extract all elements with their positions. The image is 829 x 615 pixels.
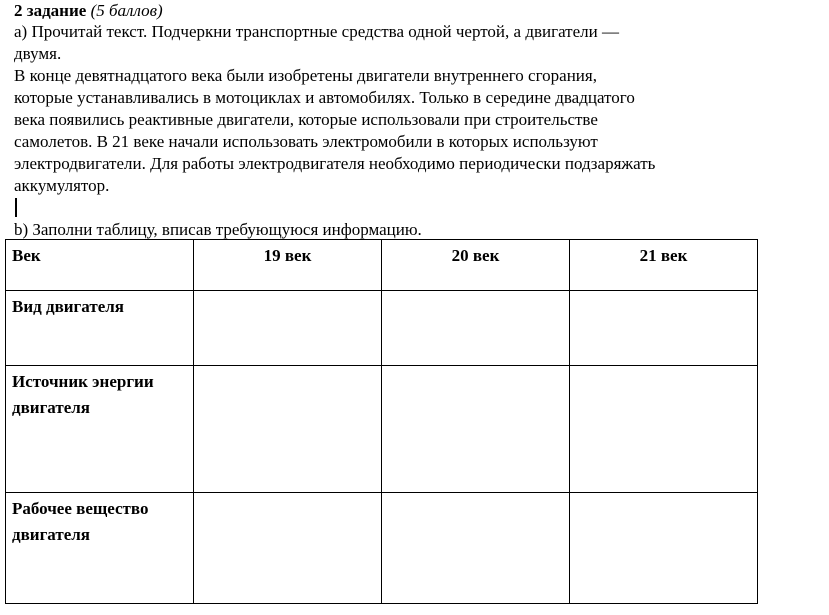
header-cell-19: 19 век <box>194 240 382 291</box>
text-line: В конце девятнадцатого века были изобретены двигатели внутреннего сгорания, <box>14 66 597 85</box>
text-line: века появились реактивные двигатели, которые использовали при строительстве <box>14 110 598 129</box>
answer-cell[interactable] <box>570 493 758 604</box>
answer-cell[interactable] <box>194 366 382 493</box>
answer-cell[interactable] <box>570 291 758 366</box>
part-b-instruction: b) Заполни таблицу, вписав требующуюся информацию. <box>14 220 422 239</box>
row-label-text: Рабочее вещество <box>12 499 149 518</box>
part-a-instruction: а) Прочитай текст. Подчеркни транспортные средства одной чертой, а двигатели — <box>14 22 619 41</box>
row-label-engine-type <box>6 291 194 366</box>
table-row <box>6 366 758 493</box>
answer-cell[interactable] <box>194 291 382 366</box>
row-label-text: Источник энергии <box>12 372 154 391</box>
header-cell-century: Век <box>6 240 194 291</box>
text-line: электродвигатели. Для работы электродвигателя необходимо периодически подзаряжать <box>14 154 656 173</box>
row-label-working-substance <box>6 493 194 604</box>
task-title <box>14 0 163 22</box>
table-row <box>6 493 758 604</box>
header-cell-20: 20 век <box>382 240 570 291</box>
answer-cell[interactable] <box>382 291 570 366</box>
part-a-instruction-cont: двумя. <box>14 44 62 63</box>
answer-cell[interactable] <box>382 366 570 493</box>
answer-cell[interactable] <box>382 493 570 604</box>
answer-cell[interactable] <box>570 366 758 493</box>
answer-table <box>5 239 758 604</box>
table-header-row <box>6 240 758 291</box>
row-label-text: Вид двигателя <box>12 297 124 316</box>
text-line: аккумулятор. <box>14 176 110 195</box>
row-label-energy-source <box>6 366 194 493</box>
text-line: которые устанавливались в мотоциклах и автомобилях. Только в середине двадцатого <box>14 88 635 107</box>
header-cell-21: 21 век <box>570 240 758 291</box>
answer-cell[interactable] <box>194 493 382 604</box>
task-points: (5 баллов) <box>90 1 163 20</box>
row-label-text: двигателя <box>12 398 90 417</box>
row-label-text: двигателя <box>12 525 90 544</box>
table-row <box>6 291 758 366</box>
text-cursor[interactable] <box>15 198 17 217</box>
task-number: 2 задание <box>14 1 87 20</box>
text-line: самолетов. В 21 веке начали использовать электромобили в которых используют <box>14 132 598 151</box>
